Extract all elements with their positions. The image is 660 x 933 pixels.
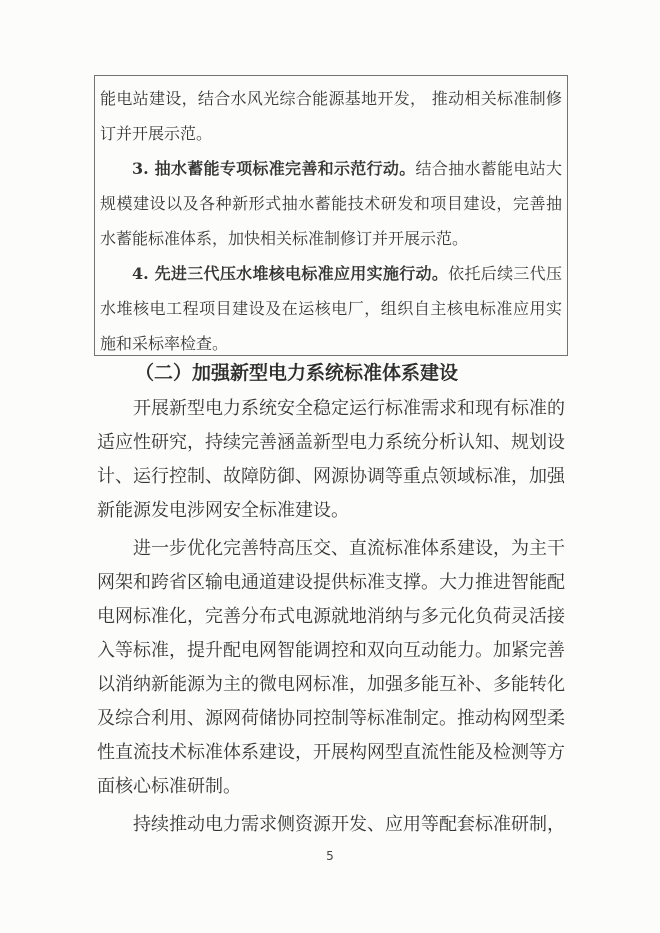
box-paragraph-item-3 [100, 151, 562, 256]
paragraph-text: 能电站建设，结合水风光综合能源基地开发， 推动相关标准制修订并开展示范。 [100, 89, 562, 143]
action-item-3-title: 3. 抽水蓄能专项标准完善和示范行动。 [132, 159, 416, 178]
section-heading: （二）加强新型电力系统标准体系建设 [135, 362, 459, 384]
body-paragraph-1: 开展新型电力系统安全稳定运行标准需求和现有标准的适应性研究，持续完善涵盖新型电力系统分析认知、规划设计、运行控制、故障防御、网源协调等重点领域标准，加强新能源发电涉网安全标准建设。 [97, 398, 565, 521]
body-text-block [97, 392, 565, 835]
paragraph-text: 结合抽水蓄能电站大规模建设以及各种新形式抽水蓄能技术研发和项目建设，完善抽水蓄能标准体系，加快相关标准制修订并开展示范。 [100, 159, 562, 248]
box-paragraph-continuation [100, 81, 562, 151]
paragraph-text: 依托后续三代压水堆核电工程项目建设及在运核电厂，组织自主核电标准应用实施和采标率检查。 [100, 264, 562, 353]
body-paragraph-2: 进一步优化完善特高压交、直流标准体系建设，为主干网架和跨省区输电通道建设提供标准支撑。大力推进智能配电网标准化，完善分布式电源就地消纳与多元化负荷灵活接入等标准，提升配电网智能调控和双向互动能力。加紧完善以消纳新能源为主的微电网标准，加强多能互补、多能转化及综合利用、源网荷储协同控制等标准制定。推动构网型柔性直流技术标准体系建设，开展构网型直流性能及检测等方面核心标准研制。 [97, 538, 565, 797]
page-number: 5 [326, 849, 334, 863]
box-paragraph-item-4 [100, 256, 562, 361]
highlight-box [94, 75, 568, 356]
action-item-4-title: 4. 先进三代压水堆核电标准应用实施行动。 [132, 264, 449, 283]
body-paragraph-3: 持续推动电力需求侧资源开发、应用等配套标准研制， [133, 814, 565, 835]
